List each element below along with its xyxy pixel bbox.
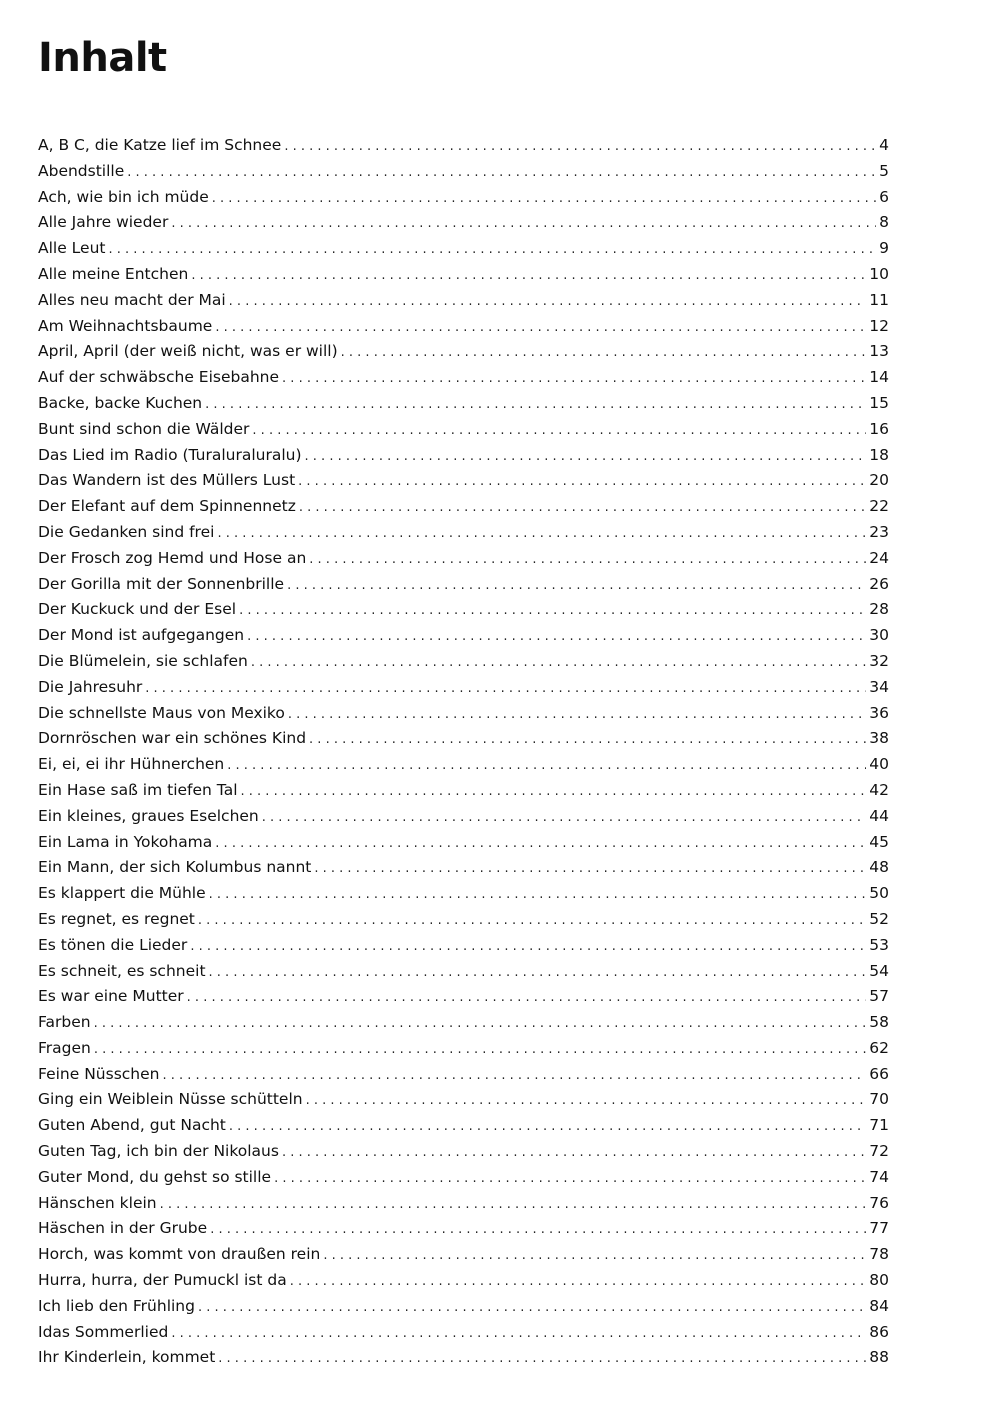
toc-dot-leader	[284, 134, 876, 160]
toc-entry-title: Alle meine Entchen	[38, 264, 189, 283]
toc-dot-leader	[215, 831, 866, 857]
toc-dot-leader	[309, 547, 866, 573]
toc-dot-leader	[229, 1114, 866, 1140]
toc-entry-title: Horch, was kommt von draußen rein	[38, 1245, 321, 1264]
toc-entry	[38, 959, 889, 985]
toc-entry-title: Guten Tag, ich bin der Nikolaus	[38, 1142, 279, 1161]
toc-entry-title: Das Lied im Radio (Turaluraluralu)	[38, 445, 302, 464]
toc-entry-page-number: 80	[869, 1271, 889, 1290]
toc-entry-title: Am Weihnachtsbaume	[38, 316, 213, 335]
toc-entry	[38, 804, 889, 830]
toc-entry-title: Es klappert die Mühle	[38, 884, 206, 903]
toc-dot-leader	[341, 340, 867, 366]
toc-entry-title: Die schnellste Maus von Mexiko	[38, 703, 285, 722]
toc-entry-page-number: 54	[869, 961, 889, 980]
toc-entry-page-number: 62	[869, 1038, 889, 1057]
toc-entry	[38, 365, 889, 391]
toc-dot-leader	[288, 702, 866, 728]
toc-entry-title: Auf der schwäbsche Eisebahne	[38, 368, 280, 387]
toc-entry	[38, 520, 889, 546]
toc-dot-leader	[145, 676, 866, 702]
toc-entry-title: Ei, ei, ei ihr Hühnerchen	[38, 755, 225, 774]
toc-entry-page-number: 78	[869, 1245, 889, 1264]
toc-entry-title: Der Kuckuck und der Esel	[38, 600, 237, 619]
toc-entry-title: Alles neu macht der Mai	[38, 290, 226, 309]
toc-dot-leader	[314, 856, 866, 882]
toc-entry	[38, 1294, 889, 1320]
toc-entry	[38, 675, 889, 701]
toc-entry	[38, 1165, 889, 1191]
toc-entry-page-number: 30	[869, 626, 889, 645]
toc-entry-page-number: 86	[869, 1322, 889, 1341]
toc-entry	[38, 210, 889, 236]
toc-entry-page-number: 44	[869, 806, 889, 825]
toc-entry-title: Guten Abend, gut Nacht	[38, 1116, 226, 1135]
toc-dot-leader	[251, 650, 866, 676]
toc-entry-page-number: 52	[869, 909, 889, 928]
toc-dot-leader	[282, 1140, 866, 1166]
toc-dot-leader	[209, 960, 867, 986]
toc-entry-page-number: 20	[869, 471, 889, 490]
toc-entry-page-number: 26	[869, 574, 889, 593]
toc-entry-title: Häschen in der Grube	[38, 1219, 208, 1238]
toc-dot-leader	[247, 624, 866, 650]
toc-entry-page-number: 6	[879, 187, 889, 206]
toc-entry-page-number: 10	[869, 264, 889, 283]
toc-entry-page-number: 12	[869, 316, 889, 335]
toc-entry-title: Es war eine Mutter	[38, 987, 184, 1006]
toc-dot-leader	[217, 521, 866, 547]
toc-entry-page-number: 72	[869, 1142, 889, 1161]
toc-entry-title: Guter Mond, du gehst so stille	[38, 1167, 272, 1186]
toc-entry	[38, 1320, 889, 1346]
toc-entry-title: Ging ein Weiblein Nüsse schütteln	[38, 1090, 303, 1109]
toc-entry-page-number: 22	[869, 497, 889, 516]
toc-dot-leader	[108, 237, 876, 263]
toc-entry-page-number: 38	[869, 729, 889, 748]
toc-entry	[38, 494, 889, 520]
toc-entry	[38, 1268, 889, 1294]
toc-entry	[38, 933, 889, 959]
toc-entry-title: Ein Lama in Yokohama	[38, 832, 213, 851]
toc-dot-leader	[210, 1217, 866, 1243]
toc-entry-title: Feine Nüsschen	[38, 1064, 160, 1083]
toc-dot-leader	[191, 263, 866, 289]
toc-entry-title: Ein Hase saß im tiefen Tal	[38, 780, 238, 799]
toc-dot-leader	[290, 1269, 867, 1295]
toc-entry-page-number: 16	[869, 419, 889, 438]
toc-entry	[38, 572, 889, 598]
toc-dot-leader	[262, 805, 867, 831]
toc-entry	[38, 314, 889, 340]
toc-entry-title: Alle Jahre wieder	[38, 213, 169, 232]
toc-entry-page-number: 74	[869, 1167, 889, 1186]
toc-entry	[38, 1036, 889, 1062]
toc-entry-title: Dornröschen war ein schönes Kind	[38, 729, 307, 748]
toc-dot-leader	[274, 1166, 866, 1192]
toc-dot-leader	[212, 186, 876, 212]
toc-entry	[38, 649, 889, 675]
toc-entry	[38, 881, 889, 907]
toc-entry-title: Ein Mann, der sich Kolumbus nannt	[38, 858, 312, 877]
page-title: Inhalt	[38, 35, 167, 81]
toc-entry	[38, 1139, 889, 1165]
toc-entry-title: Der Mond ist aufgegangen	[38, 626, 245, 645]
toc-entry	[38, 623, 889, 649]
toc-dot-leader	[282, 366, 866, 392]
toc-entry-page-number: 34	[869, 677, 889, 696]
toc-entry	[38, 1010, 889, 1036]
toc-entry-title: A, B C, die Katze lief im Schnee	[38, 136, 282, 154]
toc-entry	[38, 262, 889, 288]
toc-entry-page-number: 14	[869, 368, 889, 387]
toc-dot-leader	[190, 934, 866, 960]
toc-dot-leader	[305, 444, 867, 470]
toc-dot-leader	[171, 1321, 866, 1347]
toc-entry-page-number: 24	[869, 548, 889, 567]
toc-entry	[38, 830, 889, 856]
toc-dot-leader	[94, 1037, 866, 1063]
toc-entry-title: Ach, wie bin ich müde	[38, 187, 209, 206]
toc-dot-leader	[227, 753, 866, 779]
toc-entry-page-number: 13	[869, 342, 889, 361]
toc-entry-page-number: 58	[869, 1013, 889, 1032]
toc-entry-page-number: 11	[869, 290, 889, 309]
toc-entry-title: Der Gorilla mit der Sonnenbrille	[38, 574, 285, 593]
toc-entry-page-number: 32	[869, 651, 889, 670]
toc-entry-title: Backe, backe Kuchen	[38, 393, 203, 412]
toc-dot-leader	[323, 1243, 866, 1269]
toc-entry	[38, 391, 889, 417]
toc-entry	[38, 855, 889, 881]
toc-entry-page-number: 77	[869, 1219, 889, 1238]
toc-entry-title: Hänschen klein	[38, 1193, 157, 1212]
toc-entry-title: Der Elefant auf dem Spinnennetz	[38, 497, 296, 516]
toc-entry	[38, 546, 889, 572]
toc-entry	[38, 597, 889, 623]
toc-entry-page-number: 45	[869, 832, 889, 851]
toc-entry-page-number: 50	[869, 884, 889, 903]
toc-entry-title: Der Frosch zog Hemd und Hose an	[38, 548, 307, 567]
toc-entry-page-number: 9	[879, 239, 889, 258]
toc-dot-leader	[160, 1192, 867, 1218]
toc-entry-title: Die Blümelein, sie schlafen	[38, 651, 248, 670]
toc-dot-leader	[229, 289, 867, 315]
toc-dot-leader	[215, 315, 866, 341]
toc-entry-page-number: 42	[869, 780, 889, 799]
toc-entry-title: Alle Leut	[38, 239, 106, 258]
toc-entry	[38, 778, 889, 804]
toc-entry	[38, 339, 889, 365]
toc-entry	[38, 752, 889, 778]
toc-entry-title: Ein kleines, graues Eselchen	[38, 806, 259, 825]
toc-entry	[38, 1191, 889, 1217]
toc-entry	[38, 185, 889, 211]
toc-entry-page-number: 18	[869, 445, 889, 464]
toc-entry-title: Es schneit, es schneit	[38, 961, 206, 980]
toc-entry	[38, 1242, 889, 1268]
toc-entry	[38, 1345, 889, 1371]
toc-entry-page-number: 71	[869, 1116, 889, 1135]
toc-dot-leader	[287, 573, 866, 599]
toc-entry-title: Es tönen die Lieder	[38, 935, 188, 954]
toc-dot-leader	[171, 211, 876, 237]
toc-entry-title: Hurra, hurra, der Pumuckl ist da	[38, 1271, 287, 1290]
toc-dot-leader	[309, 727, 866, 753]
toc-dot-leader	[127, 160, 876, 186]
toc-entry	[38, 1062, 889, 1088]
toc-entry-page-number: 23	[869, 522, 889, 541]
toc-dot-leader	[198, 908, 866, 934]
table-of-contents	[38, 133, 889, 1371]
toc-entry	[38, 1113, 889, 1139]
toc-entry-title: Abendstille	[38, 161, 125, 180]
toc-entry	[38, 236, 889, 262]
toc-entry	[38, 907, 889, 933]
toc-entry	[38, 133, 889, 159]
toc-entry	[38, 1216, 889, 1242]
toc-entry-page-number: 36	[869, 703, 889, 722]
toc-entry	[38, 417, 889, 443]
toc-entry-page-number: 84	[869, 1296, 889, 1315]
toc-entry	[38, 443, 889, 469]
toc-entry-page-number: 48	[869, 858, 889, 877]
toc-entry-title: Ihr Kinderlein, kommet	[38, 1348, 216, 1367]
toc-dot-leader	[252, 418, 866, 444]
toc-entry-page-number: 40	[869, 755, 889, 774]
toc-entry-page-number: 76	[869, 1193, 889, 1212]
toc-entry-title: Bunt sind schon die Wälder	[38, 419, 250, 438]
toc-dot-leader	[241, 779, 867, 805]
toc-dot-leader	[187, 985, 867, 1011]
toc-entry	[38, 701, 889, 727]
toc-entry-title: Die Gedanken sind frei	[38, 522, 215, 541]
toc-entry-page-number: 4	[879, 136, 889, 154]
toc-entry-title: Es regnet, es regnet	[38, 909, 195, 928]
toc-entry-page-number: 88	[869, 1348, 889, 1367]
toc-dot-leader	[198, 1295, 866, 1321]
toc-entry-page-number: 57	[869, 987, 889, 1006]
toc-dot-leader	[298, 469, 866, 495]
toc-entry	[38, 468, 889, 494]
toc-dot-leader	[239, 598, 866, 624]
toc-dot-leader	[306, 1088, 867, 1114]
toc-entry-title: Farben	[38, 1013, 91, 1032]
toc-entry-title: April, April (der weiß nicht, was er will)	[38, 342, 338, 361]
toc-entry	[38, 1087, 889, 1113]
toc-entry-title: Idas Sommerlied	[38, 1322, 169, 1341]
toc-entry	[38, 726, 889, 752]
toc-entry-page-number: 53	[869, 935, 889, 954]
toc-entry-page-number: 28	[869, 600, 889, 619]
toc-entry-page-number: 66	[869, 1064, 889, 1083]
toc-entry	[38, 984, 889, 1010]
toc-entry-title: Die Jahresuhr	[38, 677, 143, 696]
toc-entry	[38, 288, 889, 314]
toc-dot-leader	[162, 1063, 866, 1089]
toc-entry-page-number: 70	[869, 1090, 889, 1109]
toc-entry-page-number: 5	[879, 161, 889, 180]
toc-dot-leader	[205, 392, 866, 418]
toc-entry	[38, 159, 889, 185]
toc-entry-title: Fragen	[38, 1038, 91, 1057]
toc-entry-title: Ich lieb den Frühling	[38, 1296, 195, 1315]
toc-dot-leader	[299, 495, 866, 521]
toc-dot-leader	[209, 882, 867, 908]
toc-dot-leader	[94, 1011, 867, 1037]
toc-entry-page-number: 8	[879, 213, 889, 232]
toc-entry-title: Das Wandern ist des Müllers Lust	[38, 471, 296, 490]
toc-entry-page-number: 15	[869, 393, 889, 412]
toc-dot-leader	[218, 1346, 866, 1372]
